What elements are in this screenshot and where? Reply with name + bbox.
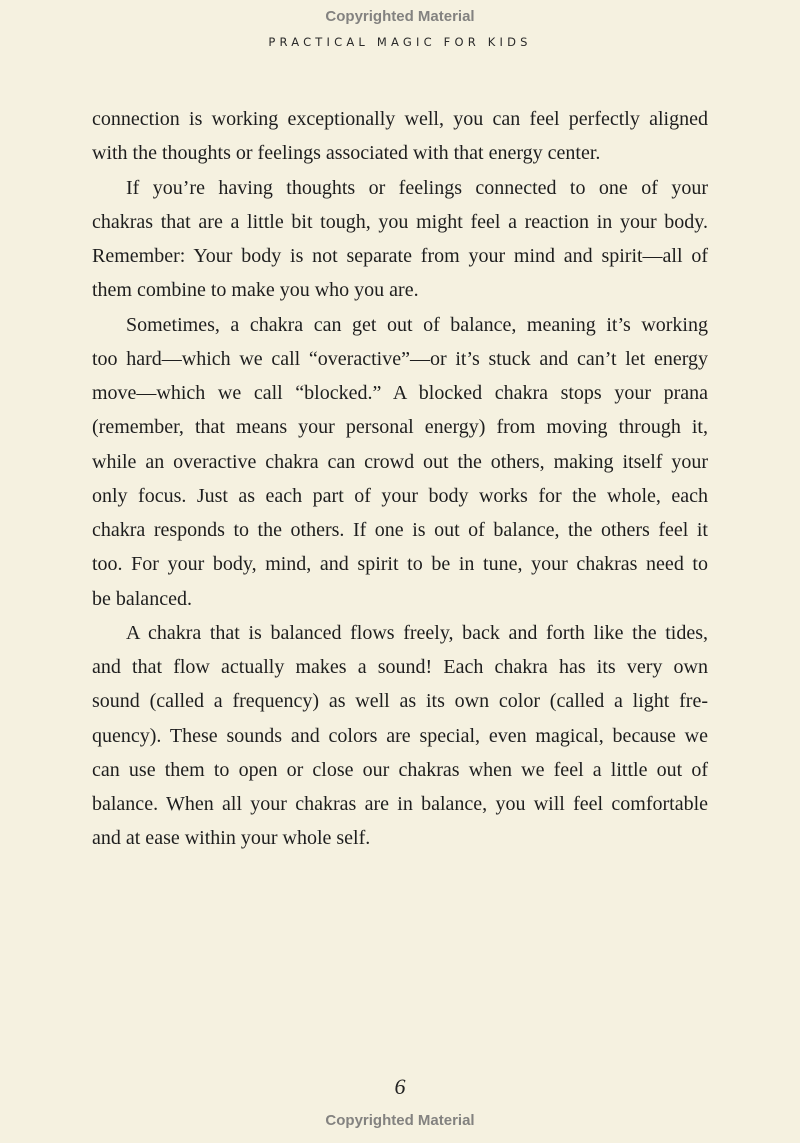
text-line: and at ease within your whole self. (92, 827, 371, 850)
text-line: with the thoughts or feelings associated with that energy center. (92, 142, 601, 165)
text-line: connection is working exceptionally well, you can feel perfectly aligned (92, 108, 708, 130)
text-line: too hard—which we call “overactive”—or it’s stuck and can’t let energy (92, 347, 708, 370)
text-line: and that flow actually makes a sound! Each chakra has its very own (92, 656, 708, 678)
watermark-bottom: Copyrighted Material (325, 1112, 475, 1129)
text-line: Remember: Your body is not separate from your mind and spirit—all of (92, 245, 708, 267)
body-text (92, 102, 708, 856)
paragraph (92, 102, 708, 171)
page-number: 6 (394, 1074, 406, 1099)
text-line: Sometimes, a chakra can get out of balance, meaning it’s working (126, 313, 708, 336)
text-line: while an overactive chakra can crowd out the others, making itself your (92, 450, 708, 473)
text-line: them combine to make you who you are. (92, 279, 419, 302)
running-head: PRACTICAL MAGIC FOR KIDS (268, 35, 532, 49)
text-line: quency). These sounds and colors are special, even magical, because we (92, 724, 708, 747)
text-line: If you’re having thoughts or feelings connected to one of your (126, 176, 708, 199)
text-line: chakras that are a little bit tough, you might feel a reaction in your body. (92, 210, 708, 233)
text-line: be balanced. (92, 587, 192, 610)
text-line: chakra responds to the others. If one is out of balance, the others feel it (92, 519, 708, 541)
text-line: move—which we call “blocked.” A blocked chakra stops your prana (92, 382, 708, 404)
text-line: too. For your body, mind, and spirit to be in tune, your chakras need to (92, 553, 708, 576)
text-line: A chakra that is balanced flows freely, back and forth like the tides, (126, 621, 708, 644)
text-line: only focus. Just as each part of your body works for the whole, each (92, 484, 708, 507)
text-line: balance. When all your chakras are in balance, you will feel comfortable (92, 793, 708, 815)
watermark-top: Copyrighted Material (325, 8, 475, 25)
paragraph (92, 171, 708, 308)
paragraph (92, 308, 708, 616)
paragraph (92, 616, 708, 856)
text-line: sound (called a frequency) as well as its own color (called a light fre- (92, 690, 708, 713)
text-line: (remember, that means your personal energy) from moving through it, (92, 416, 708, 439)
text-line: can use them to open or close our chakras when we feel a little out of (92, 758, 708, 781)
